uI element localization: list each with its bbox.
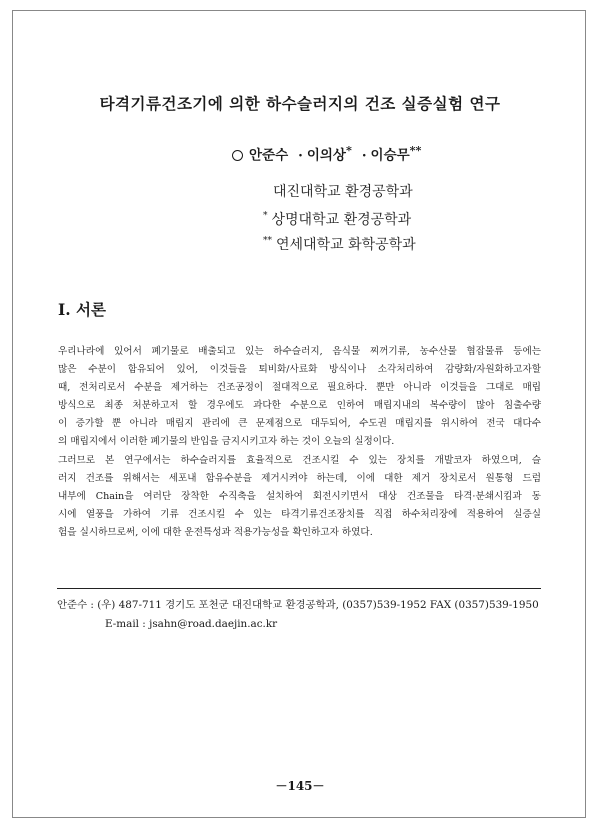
body-line: 때, 전처리로서 수분을 제거하는 건조공정이 절대적으로 필요하다. 뿐만 아니라 이것들을 그대로 매립 [58,382,541,394]
body-line: 그러므로 본 연구에서는 하수슬러지를 효율적으로 건조시킬 수 있는 장치를 개발코자 하였으며, 슬 [58,454,541,466]
body-line: 의 매립지에서 이러한 폐기물의 반입을 금지시키고자 하는 것이 오늘의 실정이다. [58,436,395,448]
body-line: 내부에 Chain을 여러단 장착한 수직축을 설치하여 회전시키면서 대상 건조물을 타격·분쇄시킴과 동 [58,490,541,502]
body-line: 이 증가할 뿐 아니라 매립지 관리에 큰 문제점으로 대두되어, 수도권 매립지를 위시하여 전국 대다수 [58,418,541,430]
author-co2: 이승무 [370,147,410,164]
presenter-circle-icon [232,150,243,161]
email-address[interactable]: jsahn@road.daejin.ac.kr [149,618,278,630]
affiliation-3 [263,234,416,254]
author-co1-mark: * [345,143,352,157]
body-text [58,343,541,542]
footnote-divider [57,588,541,589]
author-main: 안준수 [249,147,289,164]
affiliation-text: 대진대학교 환경공학과 [273,184,413,200]
body-line: 험을 실시하므로써, 이에 대한 운전특성과 적용가능성을 확인하고자 하였다. [58,526,373,538]
section-heading: I. 서론 [58,300,106,319]
paper-title: 타격기류건조기에 의한 하수슬러지의 건조 실증실험 연구 [99,94,501,113]
body-line: 많은 수분이 함유되어 있어, 이것들을 퇴비화/사료화 방식이나 소각처리하여 감량화/자원화하고자할 [58,364,541,376]
body-line: 우리나라에 있어서 폐기물로 배출되고 있는 하수슬러지, 음식물 찌꺼기류, 농수산물 협잡물류 등에는 [58,346,541,357]
contact-address: 안준수 : (우) 487-711 경기도 포천군 대진대학교 환경공학과, (0357)539-1952 FAX (0357)539-1950 [57,599,539,611]
body-line: 방식으로 최종 처분하고저 할 경우에도 과다한 수분으로 인하여 매립지내의 복수량이 많아 침출수량 [58,400,541,412]
author-co1: 이의상 [306,147,346,164]
author-list [232,143,421,164]
page-number: －145－ [275,779,325,793]
body-line: 러지 건조를 위해서는 세포내 함유수분을 제거시켜야 하는데, 이에 대한 제거 장치로서 원통형 드럼 [58,472,541,484]
body-line: 시에 열풍을 가하여 기류 건조시킬 수 있는 타격기류건조장치를 직접 하수처리장에 적용하여 실증실 [58,508,541,520]
affiliation-1 [273,181,413,201]
author-separator: · [298,147,303,164]
affiliation-mark: * [263,211,268,222]
affiliation-mark: ** [263,236,272,247]
affiliation-text: 연세대학교 화학공학과 [276,237,416,253]
affiliation-text: 상명대학교 환경공학과 [271,212,412,228]
contact-email-line [57,615,539,634]
contact-info [57,596,539,634]
author-separator: · [361,147,367,164]
author-co2-mark: ** [409,143,422,157]
affiliation-2 [263,209,411,229]
email-label: E-mail : [105,618,150,630]
